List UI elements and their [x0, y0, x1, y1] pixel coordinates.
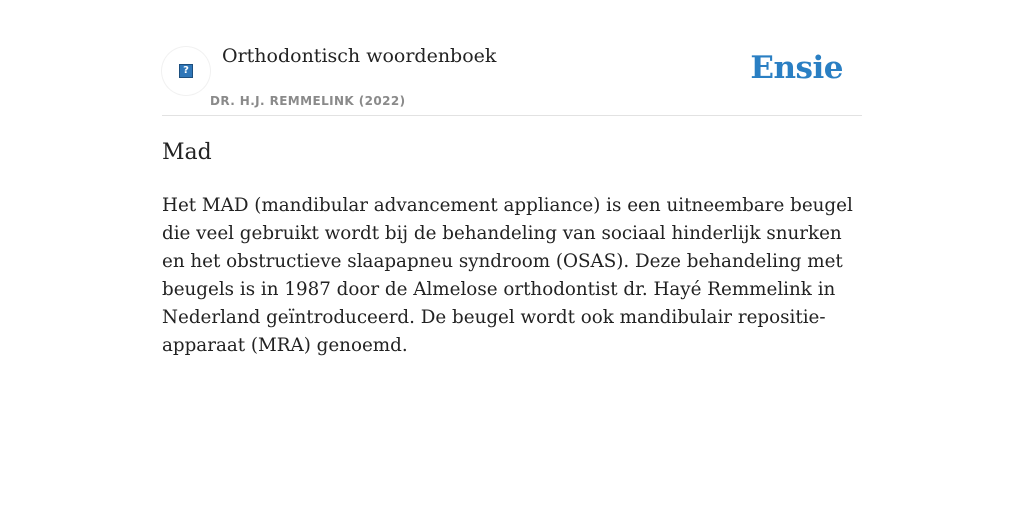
question-mark-book-icon: ? — [179, 64, 193, 78]
entry-definition: Het MAD (mandibular advancement appliance) is een uitneembare beugel die veel gebruikt wordt bij de behandeling van sociaal hinderlijk snurken en het obstructieve slaapapneu syndroom (OSAS). Deze behandeling met beugels is in 1987 door de Almelose orthodontist dr. Hayé Remmelink in Nederland geïntroduceerd. De beugel wordt ook mandibulair repositie-apparaat (MRA) genoemd. — [162, 195, 853, 356]
entry-title: Mad — [162, 140, 212, 165]
book-header — [162, 0, 862, 116]
book-icon[interactable] — [162, 47, 210, 95]
book-title[interactable]: Orthodontisch woordenboek — [222, 45, 497, 67]
book-author: DR. H.J. REMMELINK (2022) — [210, 94, 406, 108]
page-container — [162, 0, 862, 356]
ensie-logo[interactable]: Ensie — [750, 50, 843, 86]
